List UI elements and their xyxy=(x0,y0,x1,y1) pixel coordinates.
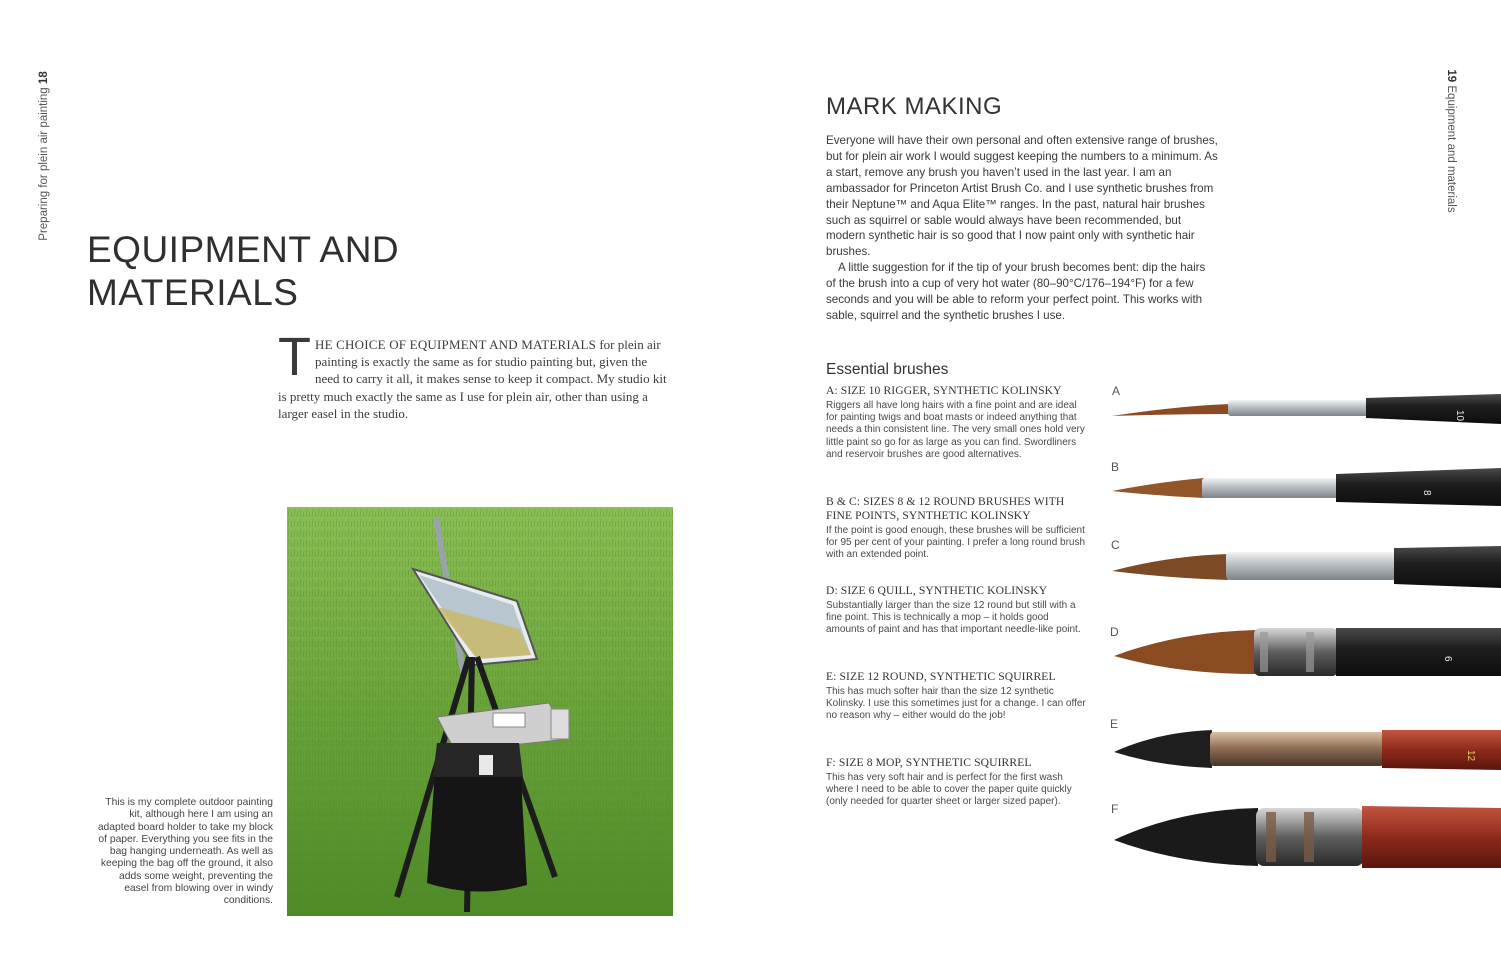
brush-entry-b-c xyxy=(826,495,1088,562)
brush-description: This has much softer hair than the size 12 synthetic Kolinsky. I use this sometimes just for a change. I can offer no reason why – either would do the job! xyxy=(826,686,1086,722)
brush-label-a: A xyxy=(1112,384,1121,398)
intro-rest: for plein air painting is exactly the same as for studio painting but, given the need to carry it all, it makes sense to keep it compact. My studio kit is pretty much exactly the same as I use for plein air, other than using a larger easel in the studio. xyxy=(278,337,667,421)
easel-photo xyxy=(287,507,673,916)
brushes-illustration xyxy=(1108,370,1501,870)
running-head-left xyxy=(36,46,52,266)
brush-e-number: 12 xyxy=(1465,750,1476,762)
page-number-left: 18 xyxy=(38,71,50,85)
page-number-right: 19 xyxy=(1445,69,1457,83)
brush-entry-d xyxy=(826,584,1088,637)
brush-description: Riggers all have long hairs with a fine point and are ideal for painting twigs and boat masts or indeed anything that needs a thin consistent line. The very small ones hold very little paint so go for as large as you can find. Swordliners and reservoir brushes are good alternatives. xyxy=(826,400,1085,460)
drop-cap: T xyxy=(278,327,311,387)
section-title-mark-making: MARK MAKING xyxy=(826,93,1003,120)
brush-description: Substantially larger than the size 12 round but still with a fine point. This is technically a mop – it holds good amounts of paint and has that important needle-like point. xyxy=(826,600,1081,636)
brush-f xyxy=(1114,806,1501,868)
brush-entry-a xyxy=(826,384,1088,461)
brush-entry-f xyxy=(826,756,1088,809)
brush-heading: F: SIZE 8 MOP, SYNTHETIC SQUIRREL xyxy=(826,756,1032,769)
brush-a xyxy=(1112,394,1501,424)
brush-e xyxy=(1114,730,1501,770)
intro-lead: HE CHOICE OF EQUIPMENT AND MATERIALS xyxy=(315,337,597,352)
photo-caption: This is my complete outdoor painting kit, although here I am using an adapted board holder to take my block of paper. Everything you see fits in the bag hanging underneath. As well as keeping the bag off the ground, it also adds some weight, preventing the easel from blowing over in windy conditions. xyxy=(97,797,273,907)
page-title-line-1: EQUIPMENT AND xyxy=(87,229,400,270)
brush-label-f: F xyxy=(1111,802,1119,816)
brush-b xyxy=(1112,468,1501,506)
brush-heading: D: SIZE 6 QUILL, SYNTHETIC KOLINSKY xyxy=(826,584,1048,597)
brush-heading: E: SIZE 12 ROUND, SYNTHETIC SQUIRREL xyxy=(826,670,1056,683)
brush-heading: B & C: SIZES 8 & 12 ROUND BRUSHES WITH FINE POINTS, SYNTHETIC KOLINSKY xyxy=(826,495,1065,522)
section-title-essential-brushes: Essential brushes xyxy=(826,361,949,378)
brush-c xyxy=(1112,546,1501,588)
brush-description: This has very soft hair and is perfect for the first wash where I need to be able to cover the paper quite quickly (only needed for quarter sheet or larger sized paper). xyxy=(826,772,1072,808)
brush-description: If the point is good enough, these brushes will be sufficient for 95 per cent of your painting. I prefer a long round brush with an extended point. xyxy=(826,525,1086,561)
intro-paragraph xyxy=(278,327,670,422)
easel-photo-illustration xyxy=(287,507,673,916)
brush-b-number: 8 xyxy=(1421,490,1432,496)
brush-entry-e xyxy=(826,670,1088,723)
running-head-right xyxy=(1443,41,1459,241)
brush-label-d: D xyxy=(1110,625,1119,639)
brush-d xyxy=(1114,628,1501,676)
mark-making-paragraph-1: Everyone will have their own personal and often extensive range of brushes, but for plein air work I would suggest keeping the numbers to a minimum. As a start, remove any brush you haven’t used in the last year. I am an ambassador for Princeton Artist Brush Co. and I use synthetic brushes from their Neptune™ and Aqua Elite™ ranges. In the past, natural hair brushes such as squirrel or sable would always have been recommended, but modern synthetic hair is so good that I now paint only with synthetic hair brushes. xyxy=(826,134,1218,259)
brush-label-b: B xyxy=(1111,460,1120,474)
mark-making-body xyxy=(826,133,1218,324)
mark-making-paragraph-2: A little suggestion for if the tip of your brush becomes bent: dip the hairs of the brush into a cup of very hot water (80–90°C/176–194°F) for a few seconds and you will be able to reform your perfect point. This works with sable, squirrel and the synthetic brushes I use. xyxy=(826,261,1206,322)
brush-label-e: E xyxy=(1110,717,1119,731)
brush-label-c: C xyxy=(1111,538,1120,552)
brush-heading: A: SIZE 10 RIGGER, SYNTHETIC KOLINSKY xyxy=(826,384,1062,397)
brush-a-number: 10 xyxy=(1454,410,1465,422)
page-title-line-2: MATERIALS xyxy=(87,272,299,313)
brush-d-number: 6 xyxy=(1442,656,1453,662)
page-title xyxy=(87,228,507,314)
running-head-left-text: Preparing for plein air painting xyxy=(38,87,50,241)
running-head-right-text: Equipment and materials xyxy=(1445,85,1457,213)
